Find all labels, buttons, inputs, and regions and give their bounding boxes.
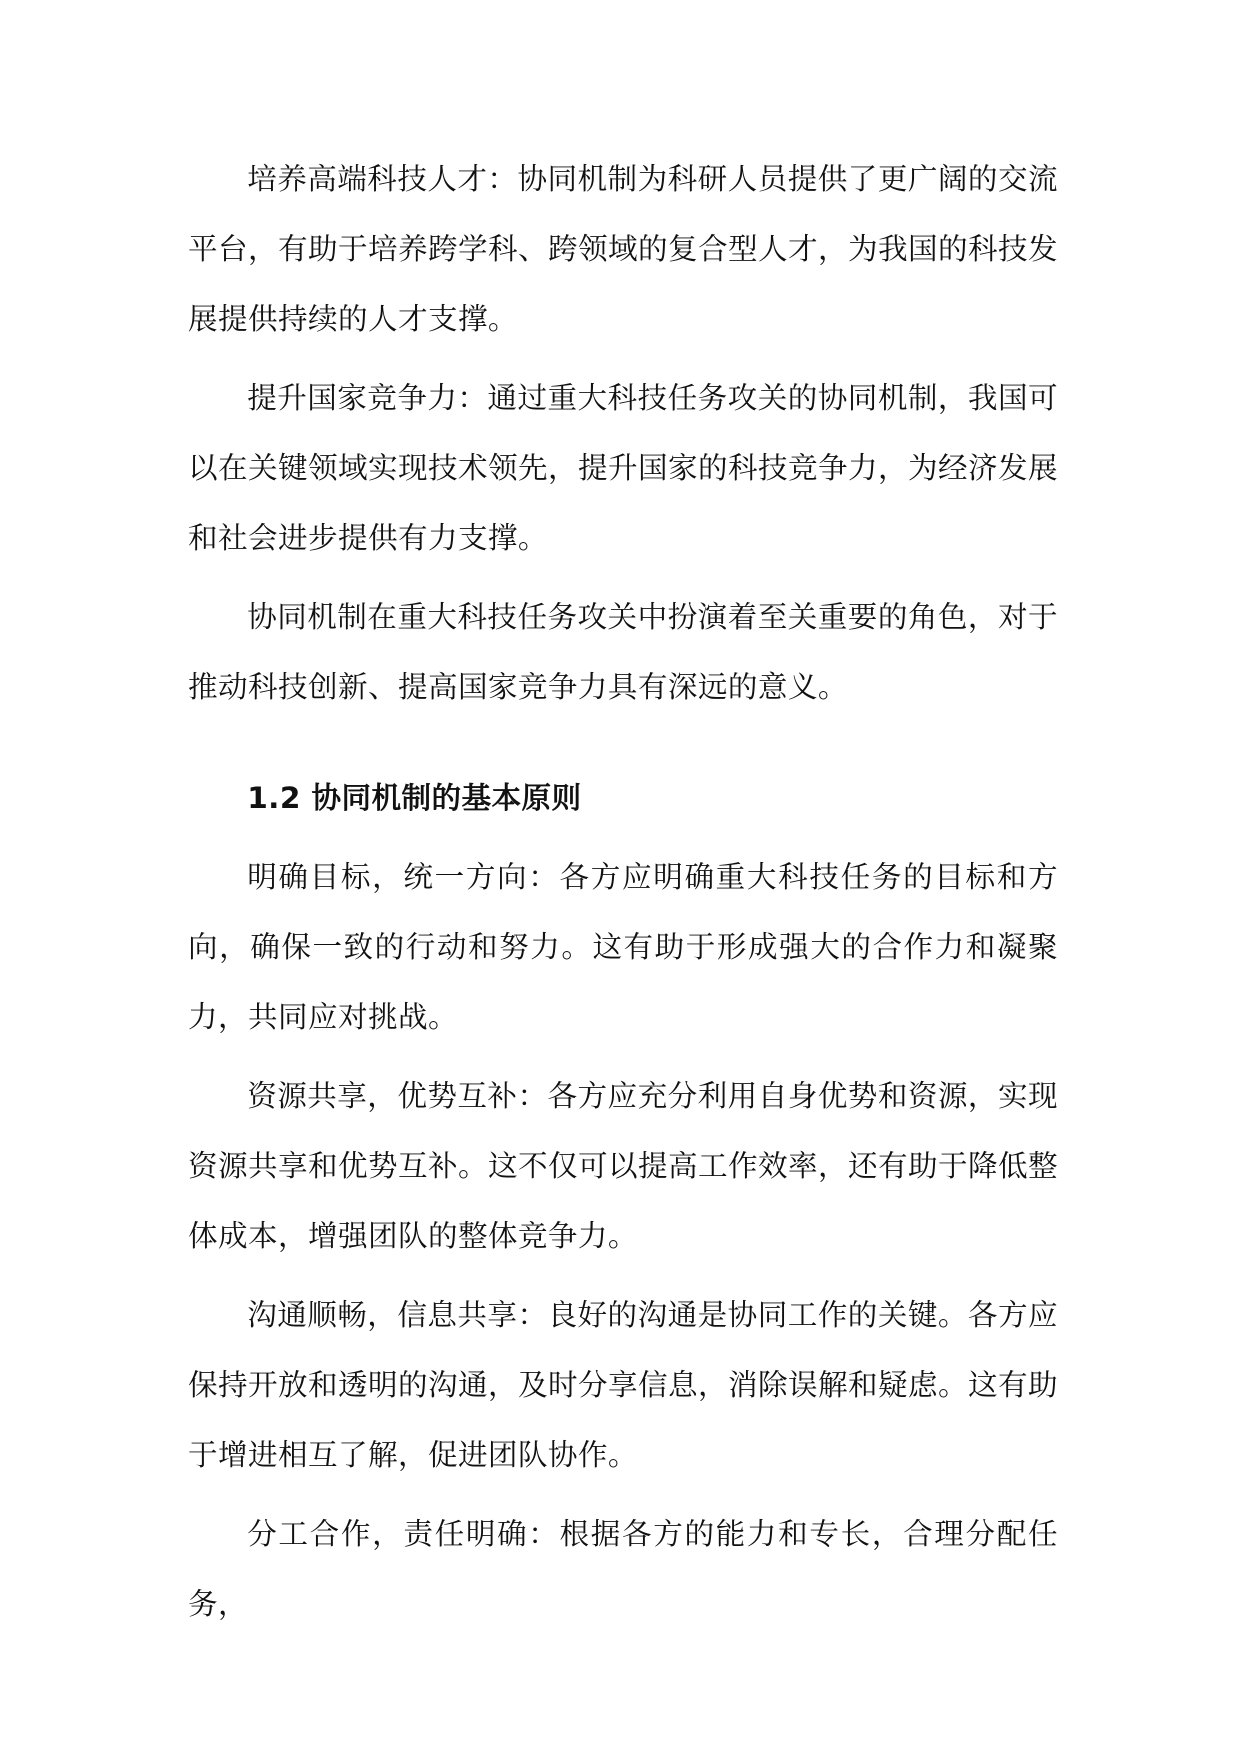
section-heading: 1.2 协同机制的基本原则 [247,781,582,815]
paragraph-division-of-labor: 分工合作，责任明确：根据各方的能力和专长，合理分配任务， [188,1517,1058,1621]
paragraph-summary: 协同机制在重大科技任务攻关中扮演着至关重要的角色，对于推动科技创新、提高国家竞争力具有深远的意义。 [188,600,1058,704]
paragraph-talent: 培养高端科技人才：协同机制为科研人员提供了更广阔的交流平台，有助于培养跨学科、跨领域的复合型人才，为我国的科技发展提供持续的人才支撑。 [188,162,1058,336]
document-body [188,144,1058,1639]
paragraph-communication: 沟通顺畅，信息共享：良好的沟通是协同工作的关键。各方应保持开放和透明的沟通，及时分享信息，消除误解和疑虑。这有助于增进相互了解，促进团队协作。 [188,1298,1058,1472]
paragraph-clear-goals: 明确目标，统一方向：各方应明确重大科技任务的目标和方向，确保一致的行动和努力。这有助于形成强大的合作力和凝聚力，共同应对挑战。 [188,860,1058,1034]
paragraph-resource-sharing: 资源共享，优势互补：各方应充分利用自身优势和资源，实现资源共享和优势互补。这不仅可以提高工作效率，还有助于降低整体成本，增强团队的整体竞争力。 [188,1079,1058,1253]
paragraph-competitiveness: 提升国家竞争力：通过重大科技任务攻关的协同机制，我国可以在关键领域实现技术领先，提升国家的科技竞争力，为经济发展和社会进步提供有力支撑。 [188,381,1058,555]
